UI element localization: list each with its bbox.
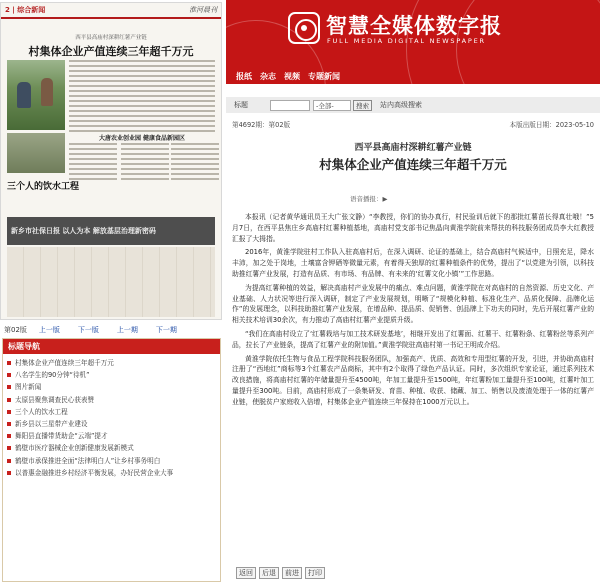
article-paragraph: 本报讯（记者黄华通讯员王大广张文静）“李教授，你们的协办真行，村民验训后就下的那批红薯苗长得真壮哦！”5月7日，在西平县焦庄乡高庙村红薯种植基地，高庙村党支部书记焦晶向黄淮学院前来帮扶的科技服务团成员李大红教授汇报了大拇指。 bbox=[232, 213, 594, 243]
brand-title: 智慧全媒体数字报 bbox=[326, 14, 502, 38]
article-meta bbox=[232, 119, 594, 129]
back-button[interactable]: 返回 bbox=[236, 567, 256, 579]
paper-section-label: 2 | 综合新闻 bbox=[5, 6, 46, 14]
paper-column bbox=[171, 143, 219, 183]
list-item[interactable]: 图片新闻 bbox=[7, 381, 220, 393]
list-item[interactable]: 鹤壁市医疗器械企业创新健康发展新模式 bbox=[7, 442, 220, 454]
left-panel bbox=[0, 0, 226, 583]
search-bar bbox=[226, 97, 600, 113]
tab-magazine[interactable]: 杂志 bbox=[260, 71, 276, 81]
print-button[interactable]: 打印 bbox=[305, 567, 325, 579]
article-paragraph: 黄淮学院依托生物与食品工程学院科技服务团队，加强高产、优质、高效和专用型红薯的开发，引进，并协助高庙村注册了“西地红”商标等3个红薯农产品商标，其中有2个取得了绿色产品认证。同时，多次组织专家论证，通过系列技术改良措施，将高庙村红薯的年储量提升至4500吨，年加工量提升至1500吨，年红薯粉加工量提升至100吨，红薯叶加工量提升至300吨。目前，高庙村形成了一条集研发、育苗、种植、收获、储藏、加工、销售以及废渣处理于一体的红薯产业链，使脱贫户家庭收入倍增，村集体企业产值连续三年保持在1000万元以上。 bbox=[232, 354, 594, 406]
publish-date: 本版出版日期：2023-05-10 bbox=[509, 121, 594, 129]
paper-text-block bbox=[69, 60, 215, 135]
title-navigation bbox=[2, 338, 221, 582]
list-item[interactable]: 新乡县以三星带产业建设 bbox=[7, 418, 220, 430]
bullet-icon bbox=[7, 410, 11, 414]
paper-masthead: 淮河晨刊 bbox=[189, 6, 217, 14]
page-label: 第02版 bbox=[4, 325, 27, 334]
title-list bbox=[3, 354, 220, 479]
bullet-icon bbox=[7, 446, 11, 450]
paper-header bbox=[1, 3, 221, 19]
newspaper-page-thumbnail[interactable] bbox=[0, 2, 222, 320]
bullet-icon bbox=[7, 434, 11, 438]
list-item[interactable]: 以普惠金融推进乡村经济平衡发展，办好民营企业大事 bbox=[7, 467, 220, 479]
paper-headline[interactable]: 村集体企业产值连续三年超千万元 bbox=[28, 45, 194, 58]
paper-column bbox=[121, 143, 169, 183]
next-issue-link[interactable]: 下一期 bbox=[155, 325, 177, 334]
article-paragraph: “我们在高庙村设立了‘红薯栽培与加工技术研发基地’，相继开发出了红薯面、红薯干、红薯粉条、红薯粉丝等系列产品，拉长了产业链条，提高了红薯产业的附加值。”黄淮学院驻高庙村第一书记王明成介绍。 bbox=[232, 329, 594, 349]
bullet-icon bbox=[7, 361, 11, 365]
paper-subheadline[interactable]: 大唐农业创业园 健康食品新园区 bbox=[98, 135, 186, 142]
brand-subtitle: FULL MEDIA DIGITAL NEWSPAPER bbox=[327, 37, 486, 45]
backward-button[interactable]: 后退 bbox=[259, 567, 279, 579]
list-item[interactable]: 鹤壁市承保推进全面“法律明白人”让乡村事务明白 bbox=[7, 455, 220, 467]
article-paragraph: 为提高红薯种植的效益，解决高庙村产业发展中的痛点、难点问题，黄淮学院在对高庙村的自然资源、历史文化、产业基础、人力状况等进行深入调研，制定了产业发展规划，明晰了“规模化种植、标准化生产、品质化保障、品牌化运作”的发展理念，以科技助推红薯产业发展，在增品种、提品质、促销售、创品牌上下功夫的同时，先后开展红薯产业的相关技术培训30余次，有力推动了高庙村红薯产业提质升级。 bbox=[232, 283, 594, 325]
search-scope-select[interactable]: -全部- bbox=[313, 100, 351, 111]
paper-section-headline[interactable]: 三个人的饮水工程 bbox=[7, 182, 80, 192]
article-body bbox=[232, 212, 594, 411]
prev-issue-link[interactable]: 上一期 bbox=[116, 325, 138, 334]
bullet-icon bbox=[7, 471, 11, 475]
bullet-icon bbox=[7, 422, 11, 426]
bullet-icon bbox=[7, 373, 11, 377]
paper-photo-small bbox=[7, 133, 65, 173]
list-item[interactable]: 村集体企业产值连续三年超千万元 bbox=[7, 357, 220, 369]
paper-column bbox=[69, 143, 117, 183]
paper-bottom-block bbox=[7, 247, 215, 317]
bullet-icon bbox=[7, 385, 11, 389]
voice-broadcast[interactable]: 语音播报：▶ bbox=[350, 195, 388, 203]
list-item[interactable]: 太原县聚焦调查民心获表赞 bbox=[7, 394, 220, 406]
search-button[interactable]: 搜索 bbox=[353, 100, 372, 111]
article-kicker: 西平县高庙村深耕红薯产业链 bbox=[354, 143, 472, 153]
advanced-search-link[interactable]: 站内高级搜索 bbox=[380, 101, 422, 109]
list-item[interactable]: 舞阳县直播带货助企“云端”提才 bbox=[7, 430, 220, 442]
logo-icon bbox=[288, 12, 320, 44]
tab-newspaper[interactable]: 报纸 bbox=[236, 71, 252, 81]
paper-kicker: 西平县高庙村深耕红薯产业链 bbox=[75, 35, 147, 41]
bullet-icon bbox=[7, 398, 11, 402]
article-title: 村集体企业产值连续三年超千万元 bbox=[319, 157, 507, 172]
list-item[interactable]: 八名学生的90分钟“待机” bbox=[7, 369, 220, 381]
prev-page-link[interactable]: 上一版 bbox=[38, 325, 60, 334]
search-label: 标题 bbox=[234, 101, 248, 109]
next-page-link[interactable]: 下一版 bbox=[77, 325, 99, 334]
tab-video[interactable]: 视频 bbox=[284, 71, 300, 81]
paper-advert[interactable]: 新乡市社保日报 以人为本 解放基层治理新密码 bbox=[7, 217, 215, 245]
search-input[interactable] bbox=[270, 100, 310, 111]
issue-info: 第4692期：第02版 bbox=[232, 121, 291, 129]
page-navigation bbox=[0, 323, 226, 336]
tab-special[interactable]: 专题新闻 bbox=[308, 71, 340, 81]
article-paragraph: 2016年，黄淮学院驻村工作队入驻高庙村后，在深入调研、论证的基础上，结合高庙村气候适中，日照充足，降水丰沛，加之处于岗地，土壤富含钾硒等微量元素，有着得天独厚的红薯种植条件的优势，提出了“以党建为引领，以科技助推红薯产业发展，打造有品质、有市场、有品牌、有未来的‘红薯文化小镇’”工作思路。 bbox=[232, 248, 594, 278]
paper-photo bbox=[7, 60, 65, 130]
article-actions bbox=[236, 567, 328, 579]
site-banner bbox=[226, 0, 600, 84]
title-navigation-header: 标题导航 bbox=[3, 339, 220, 354]
top-tabs bbox=[226, 68, 348, 84]
bullet-icon bbox=[7, 459, 11, 463]
list-item[interactable]: 三个人的饮水工程 bbox=[7, 406, 220, 418]
forward-button[interactable]: 前进 bbox=[282, 567, 302, 579]
